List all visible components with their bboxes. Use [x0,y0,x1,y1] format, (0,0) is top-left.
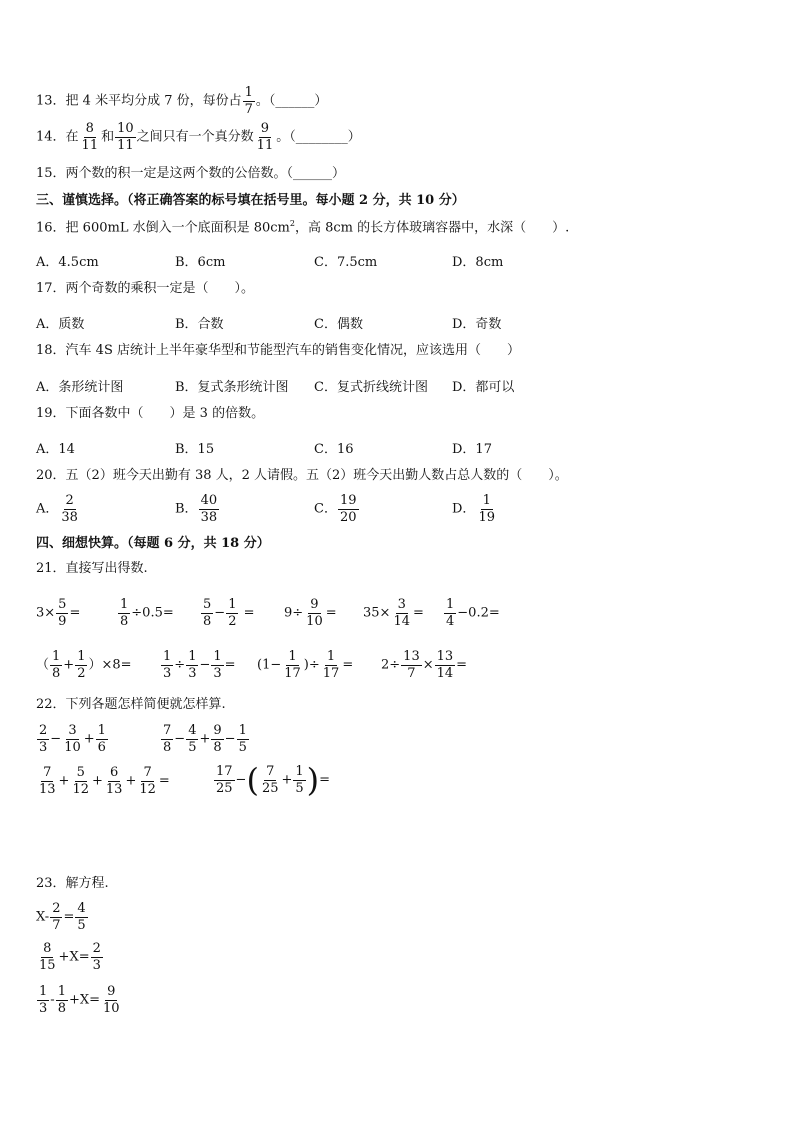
denominator: 3 [92,957,101,973]
option-c[interactable]: C．偶数 [314,317,363,332]
question-19: 19．下面各数中（ ）是 3 的倍数。 [36,406,265,421]
text: 。（______） [255,93,328,109]
numerator: 1 [57,984,66,999]
option-b[interactable]: B．6cm [175,255,226,270]
numerator: 9 [213,723,222,738]
calc-expression [257,650,353,680]
denominator: 3 [188,665,197,681]
text: − [224,731,236,747]
text: X- [36,909,50,925]
numerator: 1 [326,649,336,664]
denominator: 5 [188,739,197,755]
fraction [80,122,101,152]
numerator: 6 [110,765,119,780]
fraction [75,902,87,932]
numerator: 5 [203,597,212,612]
text: D． [452,501,476,517]
numerator: 1 [482,493,491,508]
text: A． [36,501,59,517]
denominator: 5 [238,739,247,755]
text: +X= [68,992,101,1008]
text: B． [175,501,198,517]
numerator: 7 [143,765,152,780]
numerator: 13 [436,649,454,664]
fraction [201,598,213,628]
text: × [422,657,434,673]
denominator: 12 [72,781,89,797]
denominator: 2 [77,665,86,681]
fraction [186,650,198,680]
fraction [243,86,255,116]
numerator: 1 [77,649,86,664]
option-d[interactable]: D．17 [452,442,492,457]
option-a[interactable]: A．14 [36,442,75,457]
numerator: 7 [163,723,172,738]
fraction [338,494,359,524]
numerator: 9 [260,121,270,136]
fraction [255,122,276,152]
numerator: 1 [244,85,253,100]
fraction [62,724,83,754]
denominator: 8 [120,613,129,629]
text: 和 [101,129,115,145]
denominator: 3 [163,665,172,681]
denominator: 3 [213,665,222,681]
denominator: 13 [105,781,123,797]
text: − [235,772,247,788]
denominator: 17 [284,665,301,681]
simplify-expression [213,761,331,799]
denominator: 7 [407,665,416,681]
text: = [319,772,331,788]
numerator: 1 [288,649,297,664]
denominator: 9 [58,613,67,629]
option-c[interactable] [314,494,360,524]
fraction [59,494,80,524]
denominator: 10 [64,739,81,755]
fraction [161,650,173,680]
numerator: 8 [43,941,52,956]
fraction [101,985,122,1015]
calc-expression [117,598,174,628]
text: C． [314,501,337,517]
numerator: 4 [77,901,86,916]
numerator: 3 [397,597,406,612]
calc-expression [160,650,236,680]
text: = [69,605,81,621]
text: = [224,657,236,673]
numerator: 1 [295,763,304,779]
numerator: 5 [76,765,85,780]
numerator: 2 [65,493,74,508]
calc-expression [363,598,424,628]
text: (1− [257,657,282,673]
text: ( [246,761,259,799]
text: 14．在 [36,129,79,145]
numerator: 40 [200,493,218,508]
calc-expression [200,598,255,628]
fraction [70,766,91,796]
fraction [282,650,303,680]
denominator: 11 [256,137,274,153]
fraction [137,766,158,796]
numerator: 7 [266,763,275,779]
fraction [91,942,103,972]
option-d[interactable]: D．8cm [452,255,504,270]
denominator: 8 [163,739,172,755]
denominator: 13 [39,781,56,797]
numerator: 1 [213,649,222,664]
numerator: 8 [85,121,94,136]
text: + [58,773,70,789]
numerator: 2 [52,901,61,916]
fraction [37,724,49,754]
fraction [476,494,497,524]
question-21: 21．直接写出得数. [36,561,148,576]
calc-expression [284,598,337,628]
simplify-expression [160,724,250,754]
denominator: 25 [216,780,233,796]
text: − [174,731,186,747]
numerator: 17 [216,763,233,779]
text: 35× [363,605,391,621]
fraction [104,766,125,796]
text: + [63,657,75,673]
fraction [226,598,238,628]
numerator: 2 [92,941,101,956]
fraction [75,650,87,680]
text: = [342,657,354,673]
fraction [37,942,58,972]
option-b[interactable]: B．复式条形统计图 [175,380,289,395]
option-c[interactable]: C．复式折线统计图 [314,380,428,395]
simplify-expression [36,724,109,754]
option-c[interactable]: C．16 [314,442,354,457]
fraction [37,766,58,796]
numerator: 7 [43,765,52,780]
numerator: 5 [58,597,67,612]
option-d[interactable]: D．奇数 [452,317,502,332]
fraction [186,724,198,754]
fraction [199,494,220,524]
denominator: 8 [57,1000,66,1016]
section-3-title: 三、谨慎选择。（将正确答案的标号填在括号里。每小题 2 分，共 10 分） [36,193,465,208]
denominator: 10 [306,613,323,629]
denominator: 38 [61,509,78,525]
numerator: 1 [228,597,237,612]
calc-expression [36,650,132,680]
fraction [304,598,325,628]
denominator: 5 [77,917,86,933]
calc-expression [443,598,500,628]
text: + [281,772,293,788]
question-18: 18．汽车 4S 店统计上半年豪华型和节能型汽车的销售变化情况，应该选用（ ） [36,343,520,358]
text: = [456,657,468,673]
text: −0.2= [457,605,500,621]
text: （ [36,657,50,673]
text: = [412,605,424,621]
fraction [118,598,130,628]
text: 13．把 4 米平均分成 7 份，每份占 [36,93,242,109]
text: − [214,605,226,621]
denominator: 8 [213,739,222,755]
calc-expression [381,650,467,680]
denominator: 8 [203,613,212,629]
option-b[interactable]: B．合数 [175,317,224,332]
fraction [214,765,235,795]
denominator: 7 [52,917,61,933]
fraction [37,985,49,1015]
option-a[interactable]: A．质数 [36,317,85,332]
denominator: 8 [52,665,61,681]
denominator: 14 [436,665,454,681]
denominator: 4 [446,613,455,629]
numerator: 1 [97,723,106,738]
text: = [63,909,75,925]
question-14 [36,122,361,152]
numerator: 1 [120,597,129,612]
fraction [56,598,68,628]
fraction [96,724,108,754]
denominator: 10 [103,1000,120,1016]
denominator: 15 [39,957,56,973]
fraction [115,122,136,152]
text: 3× [36,605,56,621]
fraction [56,985,68,1015]
denominator: 19 [478,509,495,525]
text: + [92,773,103,789]
denominator: 6 [97,739,106,755]
fraction [391,598,412,628]
denominator: 3 [39,739,48,755]
denominator: 14 [393,613,410,629]
option-d[interactable]: D．都可以 [452,380,515,395]
fraction [435,650,456,680]
text: 。（________） [276,129,361,145]
numerator: 1 [163,649,172,664]
question-16: 16．把 600mL 水倒入一个底面积是 $80cm^2$，高 8cm 的长方体玻璃容器中，水深（ ）. [36,219,570,236]
numerator: 1 [39,984,48,999]
text: + [199,731,211,747]
fraction [211,724,223,754]
numerator: 10 [117,121,134,136]
fraction [161,724,173,754]
denominator: 7 [244,101,253,117]
text: 2÷ [381,657,401,673]
text: = [239,605,255,621]
numerator: 9 [107,984,116,999]
option-a[interactable]: A．条形统计图 [36,380,124,395]
question-23: 23．解方程. [36,876,109,891]
text: ÷0.5= [131,605,174,621]
option-d[interactable] [452,494,498,524]
text: + [83,731,95,747]
fraction [321,650,342,680]
section-4-title: 四、细想快算。（每题 6 分，共 18 分） [36,536,270,551]
numerator: 4 [188,723,197,738]
question-15: 15．两个数的积一定是这两个数的公倍数。（______） [36,166,346,181]
text: ) [306,761,320,799]
text: ）×8= [88,657,132,673]
denominator: 25 [261,780,279,796]
text: − [199,657,211,673]
numerator: 19 [339,493,357,508]
denominator: 17 [322,665,340,681]
fraction [401,650,422,680]
numerator: 1 [238,723,247,738]
numerator: 1 [446,597,455,612]
text: 16．把 600mL 水倒入一个底面积是 80cm [36,220,290,236]
numerator: 1 [188,649,197,664]
question-13 [36,86,327,116]
question-22: 22．下列各题怎样简便就怎样算. [36,697,226,712]
denominator: 12 [139,781,156,797]
equation [36,942,104,972]
simplify-expression [36,766,170,796]
denominator: 20 [339,509,357,525]
denominator: 38 [200,509,218,525]
numerator: 9 [310,597,319,612]
option-b[interactable] [175,494,220,524]
fraction [444,598,456,628]
text: 之间只有一个真分数 [136,129,254,145]
text: +X= [58,949,90,965]
option-c[interactable]: C．7.5cm [314,255,378,270]
fraction [50,650,62,680]
text: 9÷ [284,605,304,621]
equation [36,985,123,1015]
option-b[interactable]: B．15 [175,442,215,457]
fraction [260,765,281,795]
numerator: 1 [52,649,61,664]
numerator: 2 [39,723,48,738]
calc-expression [36,598,80,628]
denominator: 2 [228,613,237,629]
text: ，高 8cm 的长方体玻璃容器中，水深（ ）. [294,220,570,236]
text: = [158,773,170,789]
option-a[interactable] [36,494,81,524]
fraction [293,765,305,795]
text: = [325,605,337,621]
fraction [237,724,249,754]
text: ÷ [174,657,186,673]
text: − [50,731,62,747]
text: )÷ [303,657,320,673]
text: - [50,992,55,1008]
numerator: 13 [403,649,420,664]
fraction [211,650,223,680]
question-20: 20．五（2）班今天出勤有 38 人，2 人请假。五（2）班今天出勤人数占总人数的（ ）。 [36,468,568,483]
text: + [125,773,137,789]
option-a[interactable]: A．4.5cm [36,255,99,270]
question-17: 17．两个奇数的乘积一定是（ ）。 [36,281,255,296]
fraction [50,902,62,932]
denominator: 11 [81,137,99,153]
denominator: 5 [295,780,304,796]
denominator: 3 [39,1000,48,1016]
numerator: 3 [68,723,77,738]
denominator: 11 [117,137,134,153]
equation [36,902,89,932]
